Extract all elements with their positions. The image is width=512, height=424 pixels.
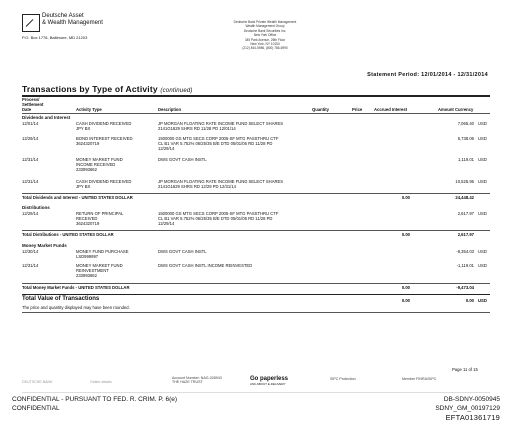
footer-brand: DEUTSCHE BANK <box>22 380 53 384</box>
col-date: Process/ Settlement Date <box>22 97 44 112</box>
sipc-text: SIPC Protection <box>330 377 356 381</box>
section-dividends: Dividends and Interest <box>22 115 71 120</box>
col-quantity: Quantity <box>312 107 329 112</box>
return-address: P.O. Box 1776, Baltimore, MD 21203 <box>22 35 88 40</box>
col-activity: Activity Type <box>76 107 102 112</box>
title-rule <box>22 95 490 97</box>
confidential-stamp: CONFIDENTIAL - PURSUANT TO FED. R. CRIM. P. 6(e) <box>12 396 178 403</box>
finra-text: Member FINRA/SIPC <box>402 377 437 381</box>
header-rule <box>22 113 490 114</box>
statement-period: Statement Period: 12/01/2014 - 12/31/2014 <box>367 72 488 78</box>
bates-number-2: SDNY_GM_00197129 <box>435 405 500 412</box>
section-money-market: Money Market Funds <box>22 243 67 248</box>
footer-online: Online details <box>90 380 112 384</box>
efta-number: EFTA01361719 <box>445 413 500 422</box>
col-price: Price <box>352 107 363 112</box>
bank-address: Deutsche Bank Private Wealth Management Wealth Management Group Deutsche Bank Securities Inc. New York Office 345 Park Avenue, 26th Floor New York, NY 10154 (212) 454-5986, (800) 786-6990 <box>233 20 297 51</box>
rounding-note: The price and quantity displayed may have been rounded. <box>22 305 130 310</box>
section-distributions: Distributions <box>22 205 50 210</box>
page-title: Transactions by Type of Activity (continued) <box>22 84 193 94</box>
col-amount: Amount Currency <box>438 107 474 112</box>
col-accrued: Accrued Interest <box>374 107 408 112</box>
logo-icon <box>22 14 40 32</box>
logo-line1: Deutsche Asset <box>42 13 84 19</box>
confidential-label: CONFIDENTIAL <box>12 405 60 412</box>
footer-account: Account Number: NAG-028943 THE HAZE TRUST <box>172 376 222 384</box>
bates-number-1: DB-SDNY-0050945 <box>443 396 500 403</box>
logo-text <box>42 13 103 27</box>
page-number: Page 11 of 15 <box>452 367 478 372</box>
paperless-logo: Go paperless ASK ABOUT E-DELIVERY <box>250 376 289 386</box>
col-description: Description <box>158 107 182 112</box>
logo-line2: & Wealth Management <box>42 20 103 26</box>
